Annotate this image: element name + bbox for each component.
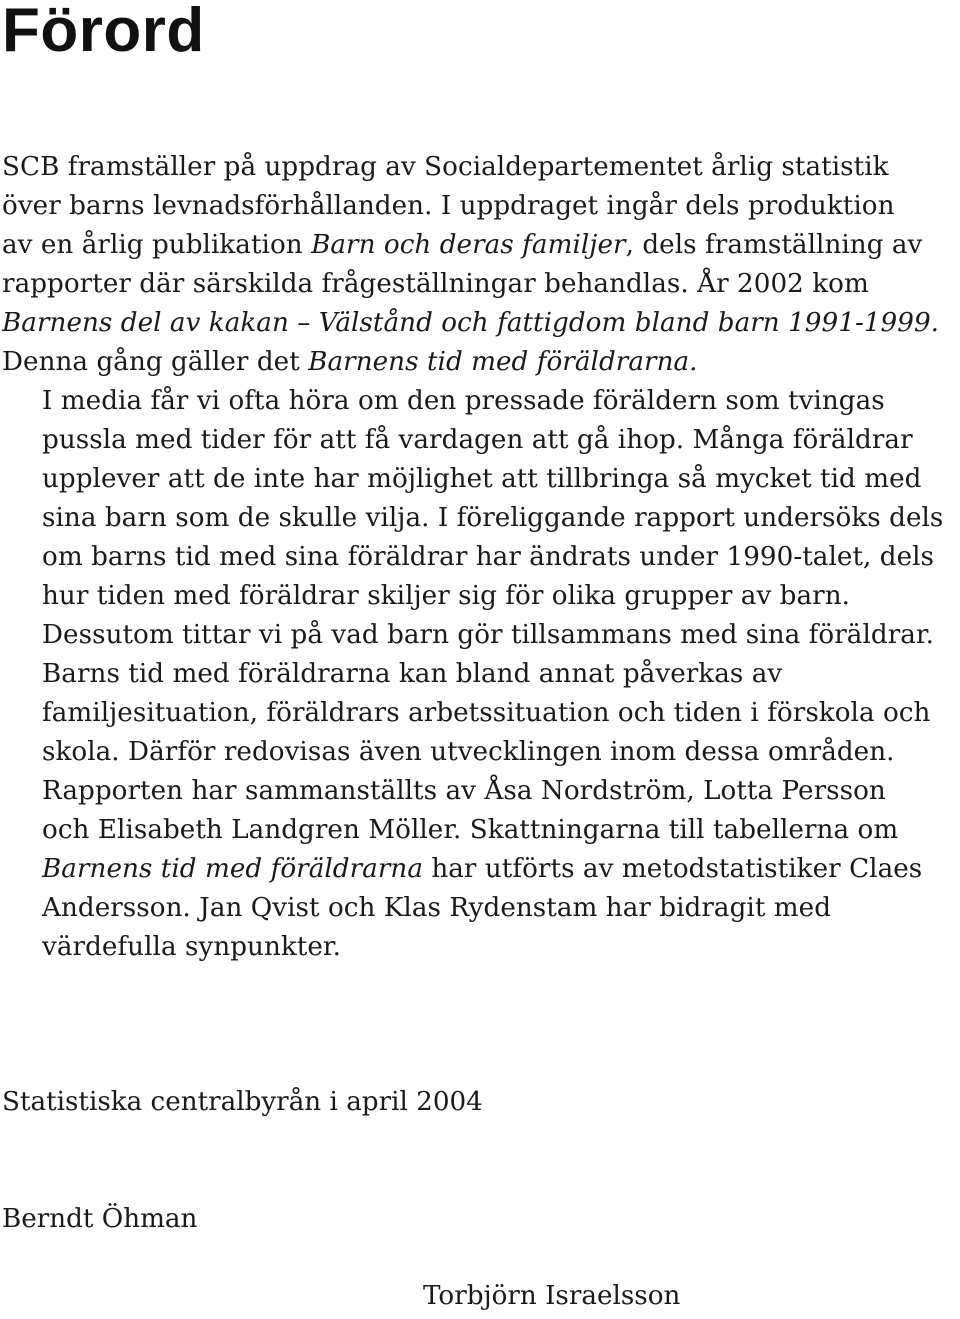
text-line bbox=[2, 850, 960, 889]
text-line: sina barn som de skulle vilja. I föreliggande rapport undersöks dels bbox=[42, 503, 944, 533]
text-line: I media får vi ofta höra om den pressade föräldern som tvingas bbox=[42, 386, 885, 416]
report-title-current: Barnens tid med föräldrarna. bbox=[308, 347, 698, 377]
text-line: familjesituation, föräldrars arbetssituation och tiden i förskola och bbox=[42, 698, 931, 728]
text-line bbox=[2, 304, 960, 343]
text-line: skola. Därför redovisas även utvecklingen inom dessa områden. bbox=[42, 737, 895, 767]
text-line: Barns tid med föräldrarna kan bland annat påverkas av bbox=[42, 659, 783, 689]
paragraph-intro bbox=[2, 148, 960, 382]
publication-title: Barn och deras familjer bbox=[311, 230, 626, 260]
text-line: Dessutom tittar vi på vad barn gör tillsammans med sina föräldrar. bbox=[42, 620, 934, 650]
signature-place-date: Statistiska centralbyrån i april 2004 bbox=[2, 1087, 483, 1117]
signature-name-director: Berndt Öhman bbox=[2, 1204, 198, 1234]
text-line: SCB framställer på uppdrag av Socialdepartementet årlig statistik bbox=[2, 152, 889, 182]
text-line: rapporter där särskilda frågeställningar behandlas. År 2002 kom bbox=[2, 269, 869, 299]
report-title-2002: Barnens del av kakan – Välstånd och fattigdom bland barn 1991-1999. bbox=[2, 308, 940, 338]
signature-name-secondary: Torbjörn Israelsson bbox=[423, 1281, 681, 1311]
text-line: hur tiden med föräldrar skiljer sig för olika grupper av barn. bbox=[42, 581, 851, 611]
report-title-reference: Barnens tid med föräldrarna bbox=[42, 854, 423, 884]
text-line bbox=[2, 343, 960, 382]
text-line: Rapporten har sammanställts av Åsa Nordström, Lotta Persson bbox=[42, 776, 886, 806]
text-line: pussla med tider för att få vardagen att gå ihop. Många föräldrar bbox=[42, 425, 913, 455]
text-run: av en årlig publikation bbox=[2, 230, 312, 260]
page-title: Förord bbox=[2, 0, 205, 65]
text-line: Andersson. Jan Qvist och Klas Rydenstam har bidragit med bbox=[42, 893, 832, 923]
text-run: , dels framställning av bbox=[625, 230, 923, 260]
text-line bbox=[2, 226, 960, 265]
text-line: värdefulla synpunkter. bbox=[42, 932, 341, 962]
text-line: och Elisabeth Landgren Möller. Skattningarna till tabellerna om bbox=[42, 815, 899, 845]
text-run: Denna gång gäller det bbox=[2, 347, 309, 377]
text-line: upplever att de inte har möjlighet att tillbringa så mycket tid med bbox=[42, 464, 922, 494]
paragraph-influences bbox=[2, 655, 960, 772]
paragraph-credits bbox=[2, 772, 960, 967]
text-line: om barns tid med sina föräldrar har ändrats under 1990-talet, dels bbox=[42, 542, 935, 572]
text-line: över barns levnadsförhållanden. I uppdraget ingår dels produktion bbox=[2, 191, 895, 221]
paragraph-media bbox=[2, 382, 960, 655]
foreword-body bbox=[2, 148, 960, 967]
text-run: har utförts av metodstatistiker Claes bbox=[422, 854, 923, 884]
